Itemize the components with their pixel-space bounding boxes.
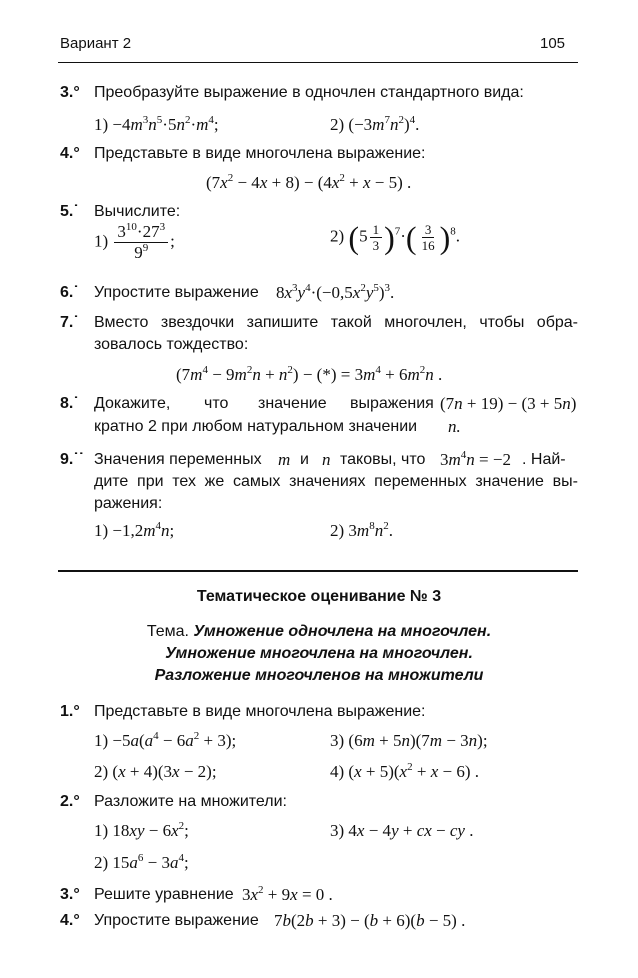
task-9-line-2: дите при тех же самых значениях переменных значение вы- — [94, 473, 578, 490]
task-8-line-2: кратно 2 при любом натуральном значении — [94, 418, 418, 435]
tema-topic-3: Разложение многочленов на множители — [154, 667, 484, 684]
section-divider — [58, 570, 578, 572]
task-9-word-2: и — [300, 451, 309, 468]
sec-task-4-expression: 7b(2b + 3) − (b + 6)(b − 5) . — [274, 911, 466, 930]
task-3-text: Преобразуйте выражение в одночлен стандартного вида: — [94, 84, 524, 101]
sec-task-2-text: Разложите на множители: — [94, 793, 287, 810]
task-7-line-2: зовалось тождество: — [94, 336, 249, 353]
tema-line-3 — [0, 667, 638, 685]
task-5-number: 5.˙ — [60, 203, 79, 220]
task-9-item-2: 2) $3m^8n^2$. — [330, 520, 393, 540]
task-8-word-1: Докажите, — [94, 395, 171, 412]
task-8-word-2: что — [204, 395, 229, 412]
task-4-text: Представьте в виде многочлена выражение: — [94, 145, 426, 162]
task-6-expression: $8x^3y^4\cdot(-0,5x^2y^5)^3$. — [276, 282, 395, 302]
sec-task-1-item-4: 4) $(x + 5)(x^2 + x - 6)$ . — [330, 761, 479, 781]
tema-line-2 — [0, 645, 638, 663]
sec-task-1-item-3: 3) (6m + 5n)(7m − 3n); — [330, 731, 488, 750]
task-3-item-1: $1) -4m^3n^5\cdot 5n^2\cdot m^4$; — [94, 114, 219, 134]
task-9-number: 9.˙˙ — [60, 451, 84, 468]
task-8-expression: (7n + 19) − (3 + 5n) — [440, 394, 577, 413]
sec-task-3-text: Решите уравнение — [94, 886, 234, 903]
task-9-var-m: m — [278, 450, 291, 469]
task-3-item-2: 2) $(-3m^7n^2)^4$. — [330, 114, 420, 134]
task-9-item-1: $1) -1,2m^4n$; — [94, 520, 175, 540]
task-9-word-1: Значения переменных — [94, 451, 262, 468]
sec-task-1-text: Представьте в виде многочлена выражение: — [94, 703, 426, 720]
task-5-item-1: 1) $\frac{3^{10}\cdot 27^3}{9^9}$ ; — [94, 221, 175, 262]
task-8-var-n: n. — [448, 417, 461, 436]
tema-topic-1: Умножение одночлена на многочлен. — [193, 623, 492, 640]
task-9-word-3: таковы, что — [340, 451, 426, 468]
sec-task-2-item-2: 2) $15a^6 - 3a^4$; — [94, 852, 189, 872]
task-5-item-2: 2) (5 $\frac{1}{3}$ )$^7$·( $\frac{3}{16}$ )$^8$. — [330, 219, 460, 256]
header-rule — [58, 62, 578, 63]
sec-task-1-number: 1.° — [60, 703, 80, 720]
task-9-condition: $3m^4n = -2$ — [440, 449, 511, 469]
sec-task-3-equation: $3x^2 + 9x = 0$ . — [242, 884, 333, 904]
sec-task-2-item-1: 1) $18xy - 6x^2$; — [94, 820, 189, 840]
task-4-number: 4.° — [60, 145, 80, 162]
sec-task-4-number: 4.° — [60, 912, 80, 929]
sec-task-2-number: 2.° — [60, 793, 80, 810]
task-8-number: 8.˙ — [60, 395, 79, 412]
task-8-word-3: значение — [258, 395, 327, 412]
page-number: 105 — [540, 35, 566, 52]
section-title: Тематическое оценивание № 3 — [196, 588, 442, 605]
task-9-word-4: . Най- — [522, 451, 566, 468]
tema-topic-2: Умножение многочлена на многочлен. — [165, 645, 473, 662]
task-7-identity: $(7m^4 - 9m^2n + n^2)$ − (*) = $3m^4 + 6m^2n$ . — [176, 364, 443, 384]
task-6-text: Упростите выражение — [94, 284, 259, 301]
variant-header: Вариант 2 — [60, 35, 132, 52]
task-9-line-3: ражения: — [94, 495, 163, 512]
task-6-number: 6.˙ — [60, 284, 79, 301]
task-8-word-4: выражения — [350, 395, 434, 412]
tema-line-1 — [0, 623, 638, 641]
task-7-line-1: Вместо звездочки запишите такой многочлен, чтобы обра- — [94, 314, 578, 331]
sec-task-3-number: 3.° — [60, 886, 80, 903]
task-5-text: Вычислите: — [94, 203, 181, 220]
sec-task-1-item-1: $1) -5a(a^4 - 6a^2 + 3)$; — [94, 730, 237, 750]
task-3-number: 3.° — [60, 84, 80, 101]
task-7-number: 7.˙ — [60, 314, 79, 331]
task-9-var-n: n — [322, 450, 331, 469]
tema-label: Тема. — [146, 623, 189, 640]
sec-task-4-text: Упростите выражение — [94, 912, 259, 929]
task-4-expression: $(7x^2 - 4x + 8) - (4x^2 + x - 5)$ . — [206, 172, 412, 192]
sec-task-1-item-2: 2) (x + 4)(3x − 2); — [94, 762, 217, 781]
sec-task-2-item-3: 3) 4x − 4y + cx − cy . — [330, 821, 474, 840]
